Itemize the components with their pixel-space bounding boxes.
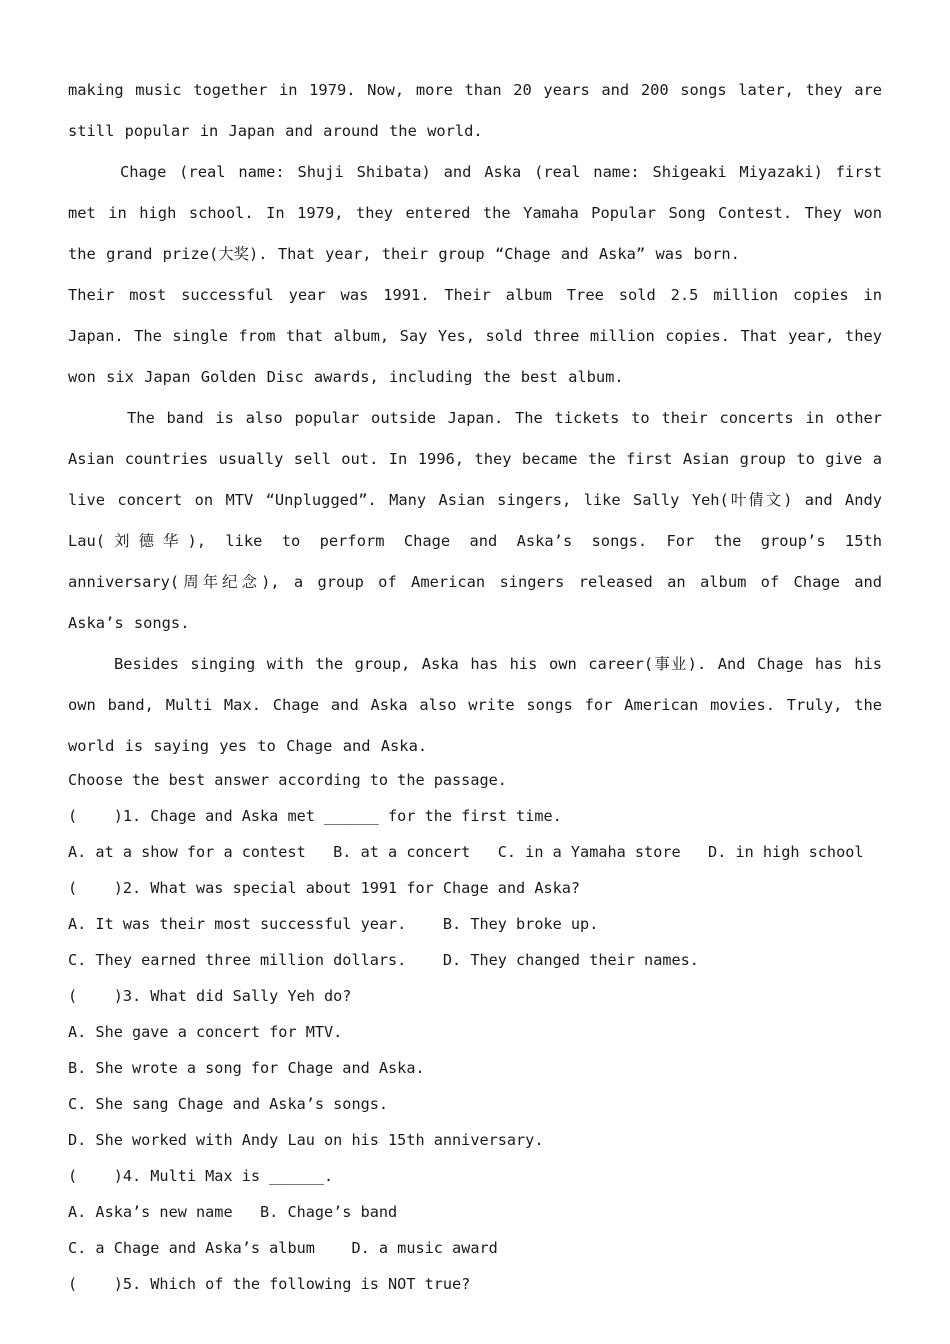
instructions: Choose the best answer according to the passage. (68, 771, 507, 789)
question-3 (68, 978, 882, 1158)
question-2 (68, 870, 882, 978)
question-4 (68, 1158, 882, 1266)
option-line: A. She gave a concert for MTV. (68, 1023, 343, 1041)
passage-paragraph-4: The band is also popular outside Japan. The tickets to their concerts in other Asian countries usually sell out. In 1996, they became the first Asian group to give a live concert on MTV “Unplugged”. Many Asian singers, like Sally Yeh(叶倩文) and Andy Lau(刘德华), like to perform Chage and Aska’s songs. For the group’s 15th anniversary(周年纪念), a group of American singers released an album of Chage and Aska’s songs. (68, 409, 882, 632)
option-line: C. They earned three million dollars. D. They changed their names. (68, 951, 699, 969)
question-section (68, 762, 882, 1302)
option-line: A. at a show for a contest B. at a concert C. in a Yamaha store D. in high school (68, 843, 864, 861)
passage-paragraph-2: Chage (real name: Shuji Shibata) and Aska (real name: Shigeaki Miyazaki) first met in high school. In 1979, they entered the Yamaha Popular Song Contest. They won the grand prize(大奖). That year, their group “Chage and Aska” was born. (68, 163, 882, 263)
passage-paragraph-1: making music together in 1979. Now, more than 20 years and 200 songs later, they are still popular in Japan and around the world. (68, 81, 882, 140)
option-line: C. She sang Chage and Aska’s songs. (68, 1095, 389, 1113)
option-line: B. She wrote a song for Chage and Aska. (68, 1059, 425, 1077)
option-line: A. Aska’s new name B. Chage’s band (68, 1203, 398, 1221)
option-line: D. She worked with Andy Lau on his 15th anniversary. (68, 1131, 544, 1149)
passage-paragraph-3: Their most successful year was 1991. Their album Tree sold 2.5 million copies in Japan. The single from that album, Say Yes, sold three million copies. That year, they won six Japan Golden Disc awards, including the best album. (68, 286, 882, 386)
reading-passage (68, 70, 882, 767)
question-stem: ( )4. Multi Max is ______. (68, 1167, 334, 1185)
passage-paragraph-5: Besides singing with the group, Aska has his own career(事业). And Chage has his own band, Multi Max. Chage and Aska also write songs for American movies. Truly, the world is saying yes to Chage and Aska. (68, 655, 882, 755)
question-1 (68, 798, 882, 870)
option-line: A. It was their most successful year. B. They broke up. (68, 915, 599, 933)
question-stem: ( )3. What did Sally Yeh do? (68, 987, 352, 1005)
question-stem: ( )1. Chage and Aska met ______ for the first time. (68, 807, 562, 825)
question-5 (68, 1266, 882, 1302)
option-line: C. a Chage and Aska’s album D. a music award (68, 1239, 498, 1257)
question-stem: ( )2. What was special about 1991 for Chage and Aska? (68, 879, 581, 897)
document-page (68, 70, 882, 1302)
question-stem: ( )5. Which of the following is NOT true? (68, 1275, 471, 1293)
